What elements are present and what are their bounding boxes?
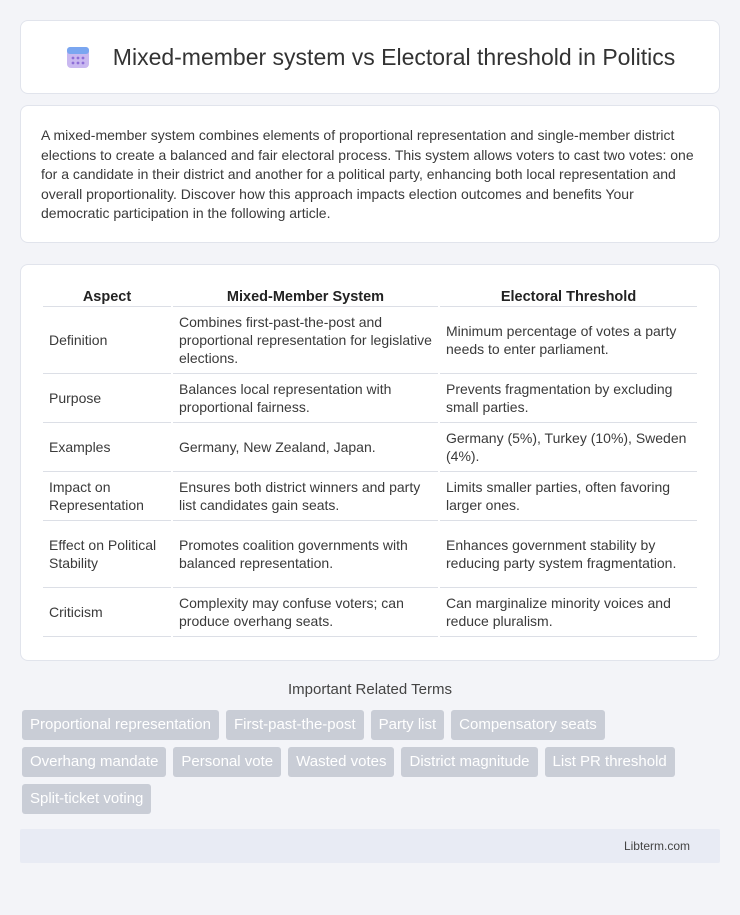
- cell-aspect: Impact on Representation: [43, 472, 171, 521]
- header-aspect: Aspect: [43, 287, 171, 307]
- table-header-row: [43, 287, 697, 307]
- related-term-tag[interactable]: Personal vote: [173, 747, 281, 777]
- intro-card: [20, 105, 720, 243]
- related-term-tag[interactable]: Overhang mandate: [22, 747, 166, 777]
- cell-mixed: Germany, New Zealand, Japan.: [173, 423, 438, 472]
- footer-brand[interactable]: Libterm.com: [623, 839, 690, 853]
- table-row: [43, 588, 697, 637]
- intro-text: A mixed-member system combines elements of proportional representation and single-member district elections to create a balanced and fair electoral process. This system allows voters to cast two votes: one for a candidate in their district and another for a political party, enhancing both local representation and overall proportionality. Discover how this approach impacts election outcomes and benefits Your democratic participation in the following article.: [41, 127, 694, 221]
- table-row: [43, 307, 697, 374]
- table-row: [43, 374, 697, 423]
- page-title: Mixed-member system vs Electoral threshold in Politics: [112, 43, 676, 70]
- cell-threshold: Enhances government stability by reducing party system fragmentation.: [440, 521, 697, 588]
- cell-aspect: Purpose: [43, 374, 171, 423]
- header-mixed-member: Mixed-Member System: [173, 287, 438, 307]
- related-term-tag[interactable]: Party list: [371, 710, 445, 740]
- cell-aspect: Examples: [43, 423, 171, 472]
- cell-mixed: Complexity may confuse voters; can produce overhang seats.: [173, 588, 438, 637]
- comparison-table: [41, 287, 699, 637]
- cell-mixed: Combines first-past-the-post and proportional representation for legislative elections.: [173, 307, 438, 374]
- related-term-tag[interactable]: List PR threshold: [545, 747, 675, 777]
- cell-aspect: Criticism: [43, 588, 171, 637]
- calendar-icon: [65, 44, 91, 70]
- related-term-tag[interactable]: District magnitude: [401, 747, 537, 777]
- cell-threshold: Prevents fragmentation by excluding small parties.: [440, 374, 697, 423]
- cell-mixed: Ensures both district winners and party list candidates gain seats.: [173, 472, 438, 521]
- table-row: [43, 472, 697, 521]
- table-row: [43, 521, 697, 588]
- title-card: [20, 20, 720, 94]
- cell-threshold: Germany (5%), Turkey (10%), Sweden (4%).: [440, 423, 697, 472]
- cell-threshold: Can marginalize minority voices and reduce pluralism.: [440, 588, 697, 637]
- cell-aspect: Effect on Political Stability: [43, 521, 171, 588]
- related-term-tag[interactable]: Split-ticket voting: [22, 784, 151, 814]
- related-term-tag[interactable]: Proportional representation: [22, 710, 219, 740]
- related-term-tag[interactable]: First-past-the-post: [226, 710, 364, 740]
- related-term-tag[interactable]: Wasted votes: [288, 747, 394, 777]
- cell-aspect: Definition: [43, 307, 171, 374]
- related-term-tag[interactable]: Compensatory seats: [451, 710, 605, 740]
- comparison-card: [20, 264, 720, 661]
- cell-mixed: Balances local representation with proportional fairness.: [173, 374, 438, 423]
- table-row: [43, 423, 697, 472]
- cell-threshold: Minimum percentage of votes a party needs to enter parliament.: [440, 307, 697, 374]
- cell-threshold: Limits smaller parties, often favoring larger ones.: [440, 472, 697, 521]
- related-terms-title: Important Related Terms: [288, 681, 452, 698]
- cell-mixed: Promotes coalition governments with balanced representation.: [173, 521, 438, 588]
- header-electoral-threshold: Electoral Threshold: [440, 287, 697, 307]
- related-terms-list: [22, 710, 718, 821]
- footer: [20, 829, 720, 863]
